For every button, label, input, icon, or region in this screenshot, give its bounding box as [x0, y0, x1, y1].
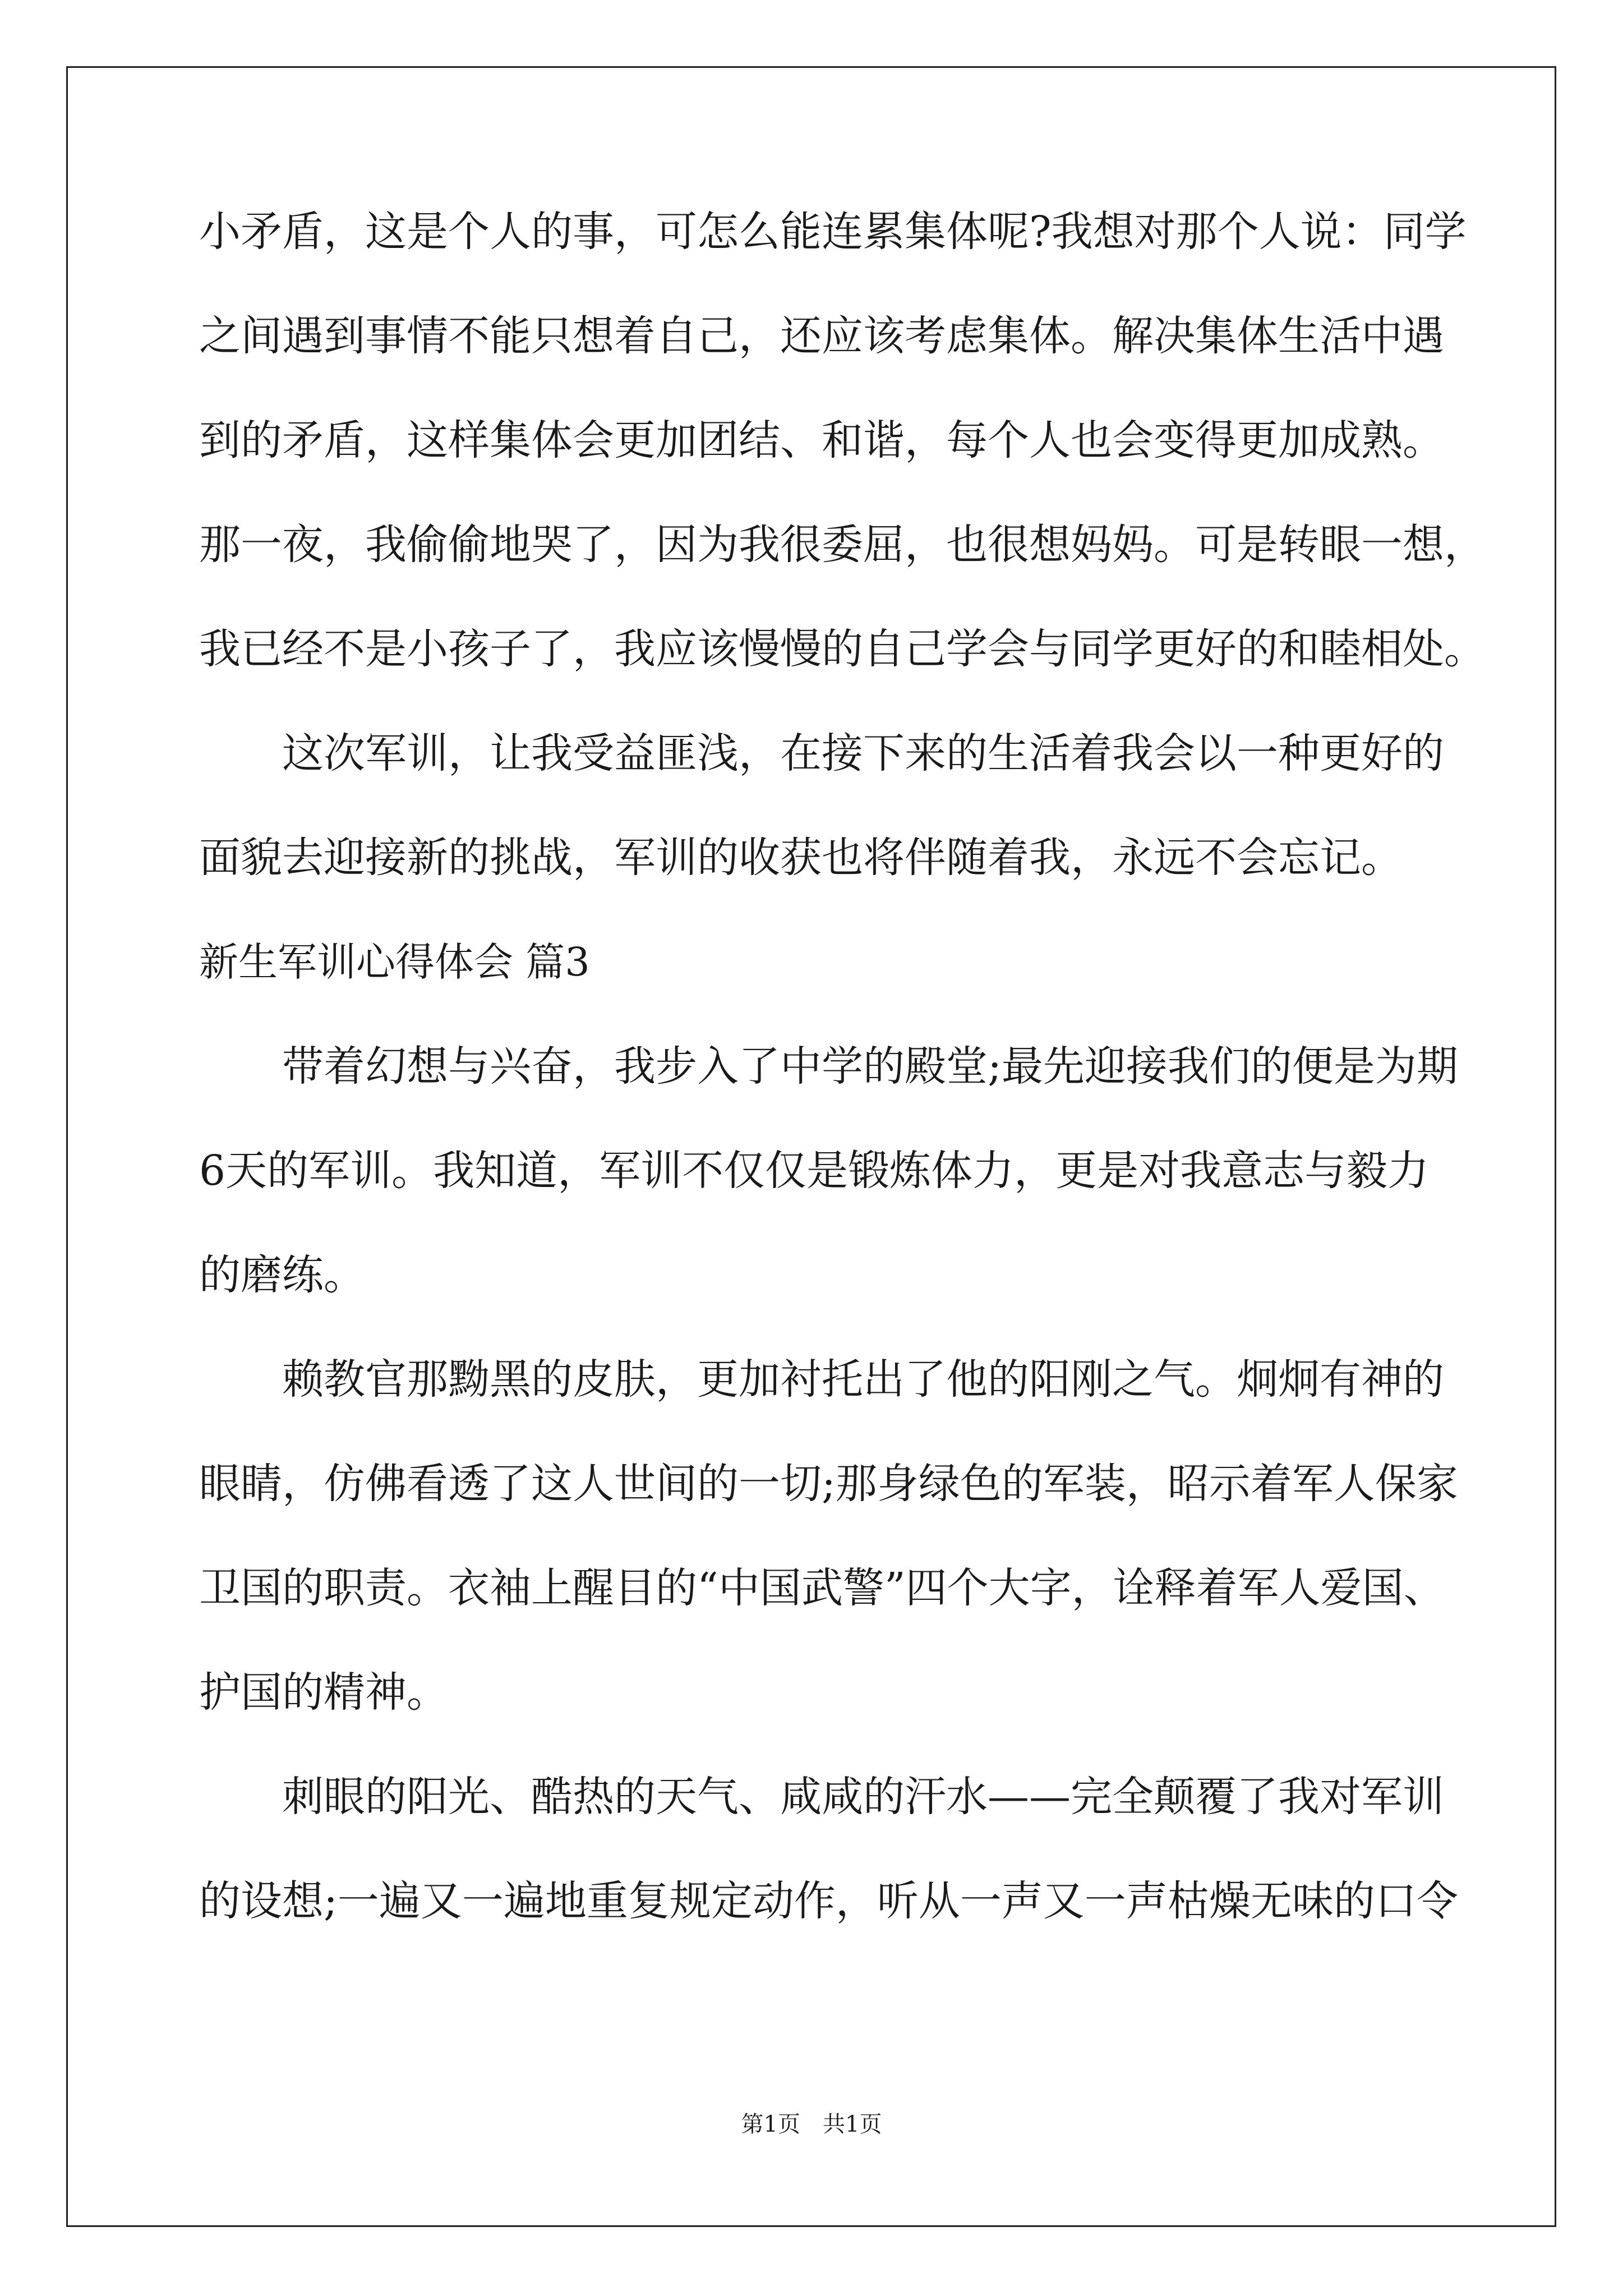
text-line: 到的矛盾，这样集体会更加团结、和谐，每个人也会变得更加成熟。 [199, 416, 1444, 464]
text-line: 带着幻想与兴奋，我步入了中学的殿堂;最先迎接我们的便是为期 [199, 1042, 1458, 1091]
text-line: 护国的精神。 [199, 1668, 448, 1717]
text-line: 那一夜，我偷偷地哭了，因为我很委屈，也很想妈妈。可是转眼一想， [199, 521, 1486, 569]
text-line: 眼睛，仿佛看透了这人世间的一切;那身绿色的军装，昭示着军人保家 [199, 1460, 1458, 1508]
text-line: 面貌去迎接新的挑战，军训的收获也将伴随着我，永远不会忘记。 [199, 834, 1403, 882]
section-heading: 新生军训心得体会 篇3 [199, 939, 590, 985]
text-line: 我已经不是小孩子了，我应该慢慢的自己学会与同学更好的和睦相处。 [199, 625, 1486, 673]
text-line: 的设想;一遍又一遍地重复规定动作，听从一声又一声枯燥无味的口令 [199, 1877, 1458, 1925]
text-line: 小矛盾，这是个人的事，可怎么能连累集体呢?我想对那个人说：同学 [199, 208, 1467, 256]
page-footer: 第1页 共1页 [741, 2111, 882, 2137]
text-line: 的磨练。 [199, 1251, 365, 1299]
text-line: 6天的军训。我知道，军训不仅仅是锻炼体力，更是对我意志与毅力 [199, 1147, 1430, 1195]
text-line: 这次军训，让我受益匪浅，在接下来的生活着我会以一种更好的 [199, 729, 1444, 777]
text-line: 赖教官那黝黑的皮肤，更加衬托出了他的阳刚之气。炯炯有神的 [199, 1355, 1444, 1404]
text-line: 之间遇到事情不能只想着自己，还应该考虑集体。解决集体生活中遇 [199, 312, 1444, 360]
text-line: 卫国的职责。衣袖上醒目的“中国武警”四个大字，诠释着军人爱国、 [199, 1564, 1445, 1612]
text-line: 刺眼的阳光、酷热的天气、咸咸的汗水——完全颠覆了我对军训 [199, 1773, 1444, 1821]
